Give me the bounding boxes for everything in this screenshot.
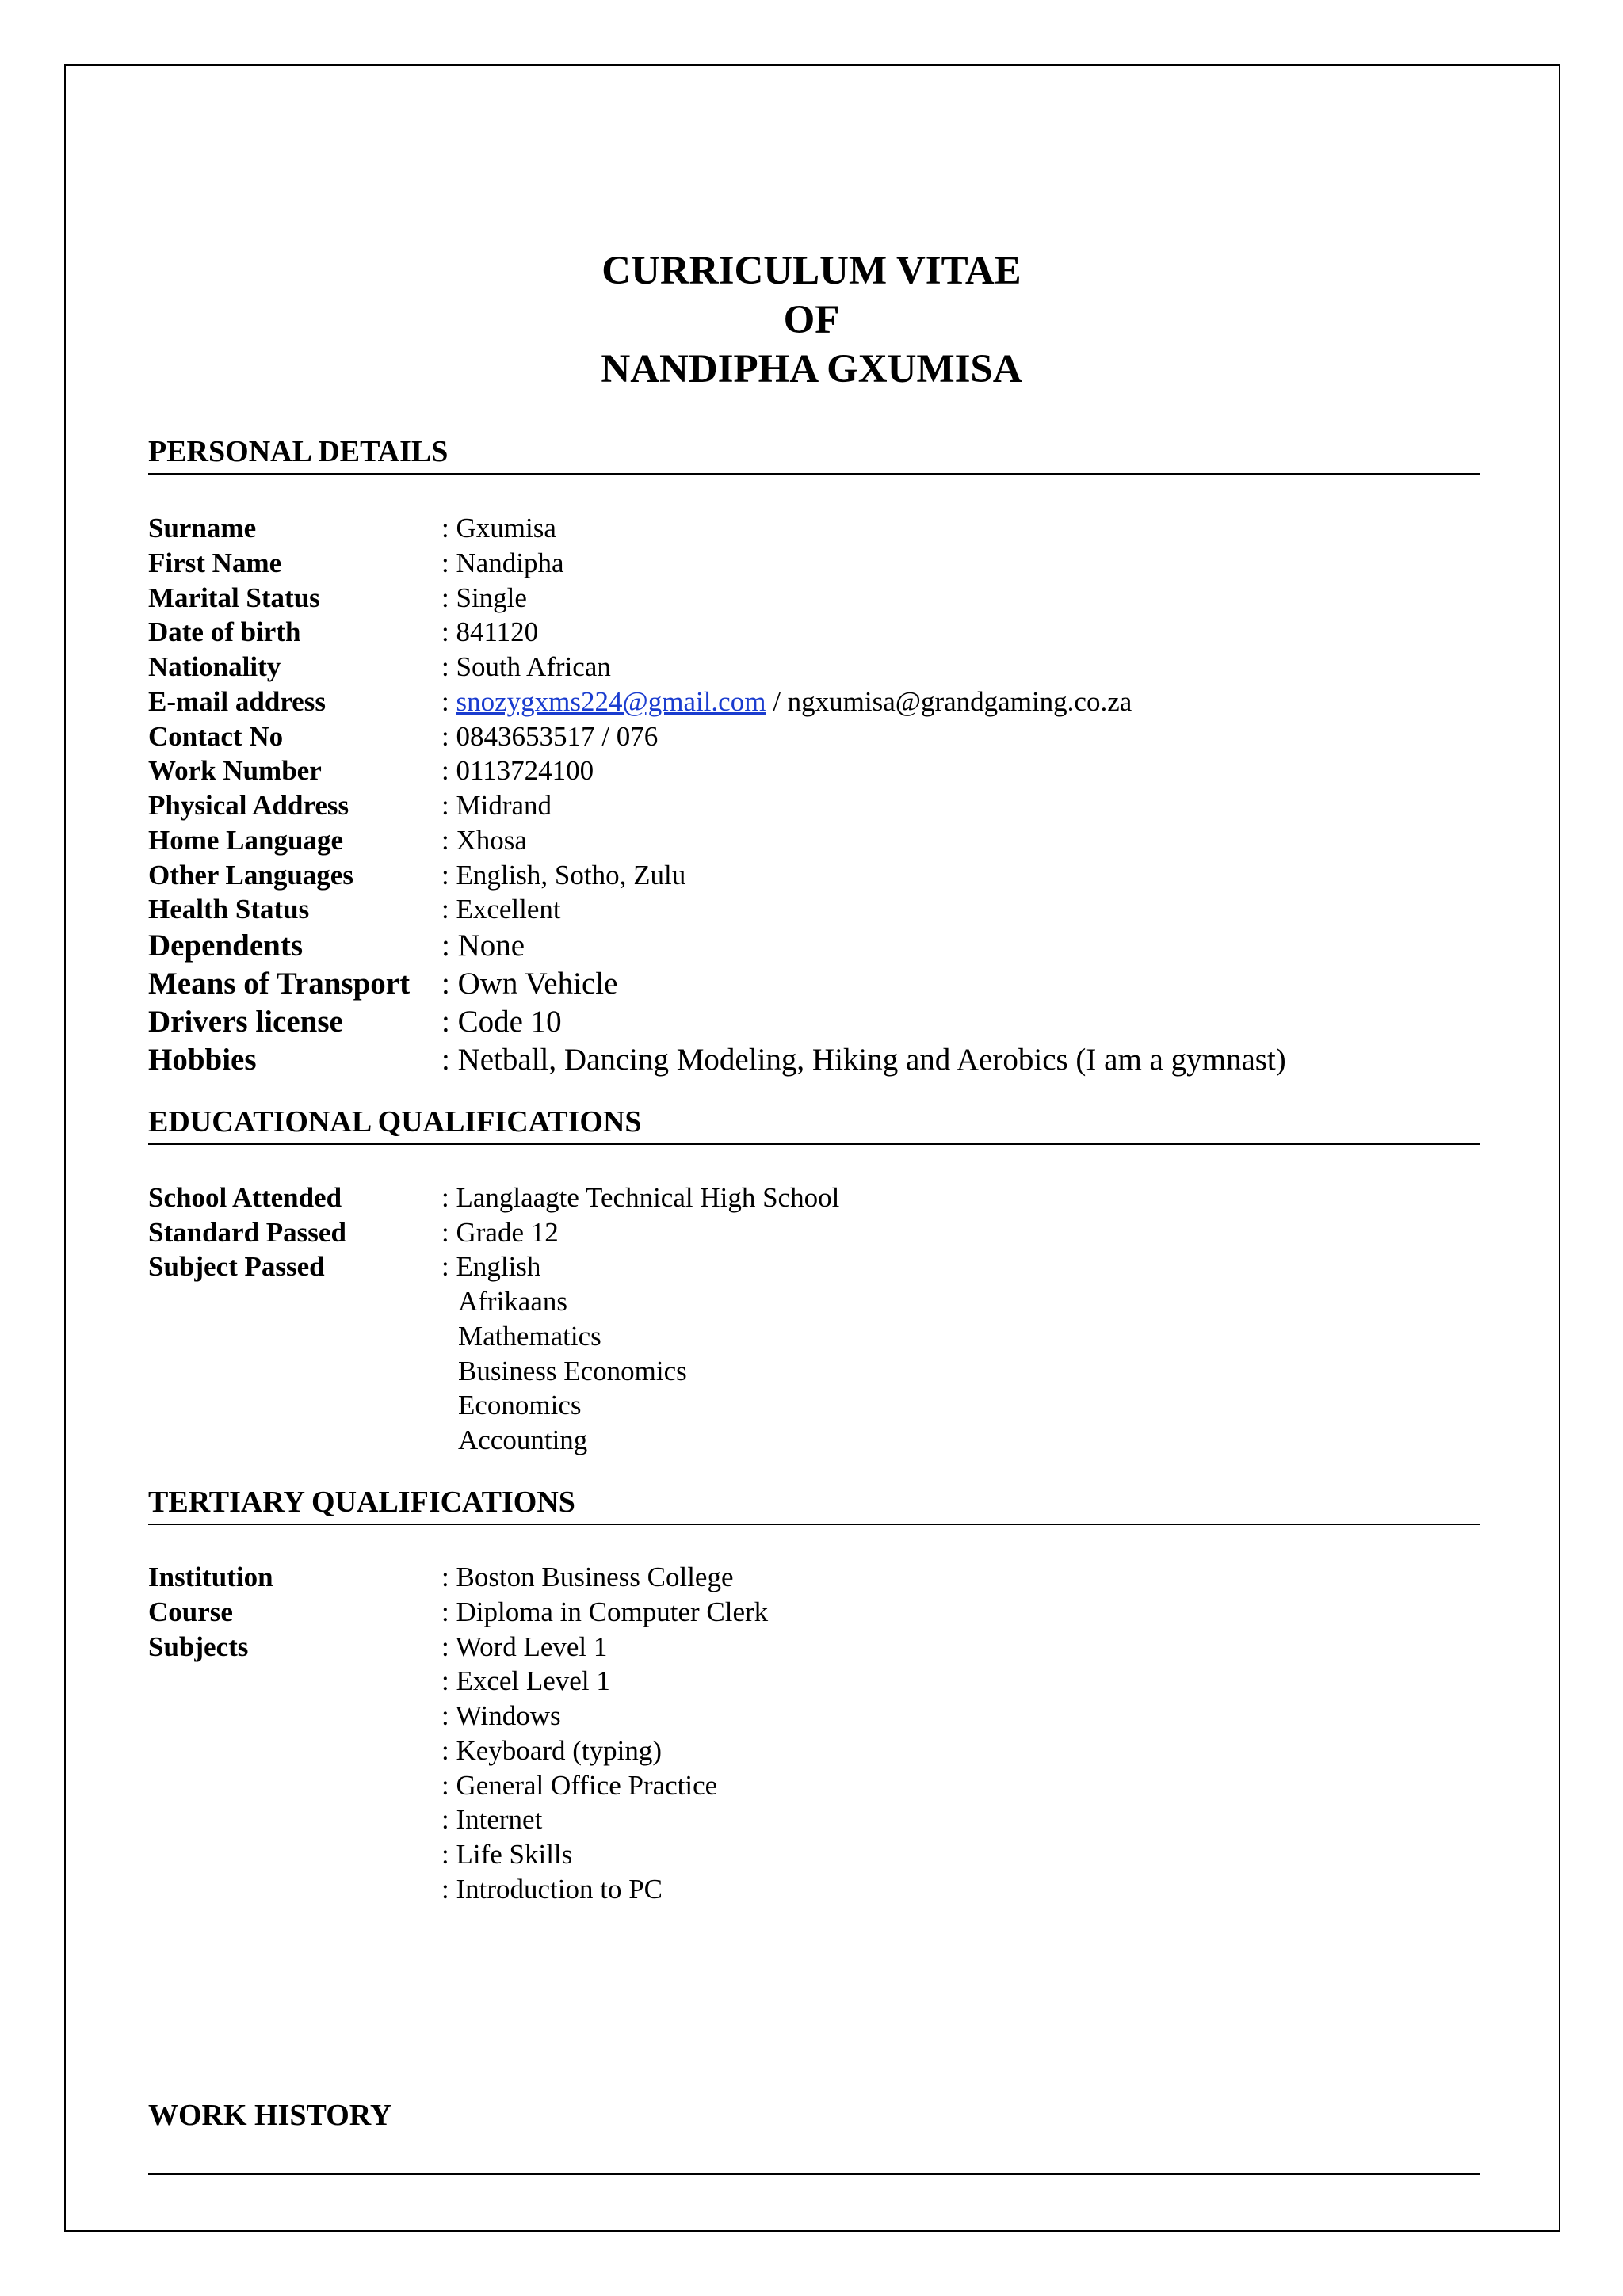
section-rule (148, 1524, 1480, 1525)
detail-label: Nationality (148, 651, 281, 682)
detail-value: : English, Sotho, Zulu (441, 860, 686, 891)
subject-value: : Windows (441, 1700, 561, 1731)
detail-row (148, 511, 1559, 546)
detail-value: : Langlaagte Technical High School (441, 1182, 840, 1213)
detail-value: : English (441, 1251, 541, 1282)
detail-label: School Attended (148, 1182, 342, 1213)
email-secondary: / ngxumisa@grandgaming.co.za (766, 686, 1132, 717)
detail-label: Subjects (148, 1631, 249, 1662)
detail-value: : South African (441, 651, 611, 682)
detail-label: Other Languages (148, 860, 353, 891)
detail-value: : Grade 12 (441, 1217, 559, 1248)
detail-row (148, 965, 1559, 1003)
subject-row (148, 1699, 1559, 1733)
subject-row (148, 1802, 1559, 1837)
detail-value: : Boston Business College (441, 1562, 734, 1592)
title-line-2: OF (783, 298, 840, 342)
subject-value: : Internet (441, 1804, 543, 1835)
detail-row (148, 1041, 1559, 1079)
detail-value: : Word Level 1 (441, 1631, 608, 1662)
subject-value: : General Office Practice (441, 1770, 718, 1801)
detail-label: Date of birth (148, 616, 301, 647)
detail-row (148, 927, 1559, 965)
subject-value: Economics (458, 1390, 582, 1421)
detail-row (148, 1560, 1559, 1595)
section-heading-education: EDUCATIONAL QUALIFICATIONS (148, 1105, 642, 1138)
detail-value: : 841120 (441, 616, 539, 647)
subject-row (148, 1284, 1559, 1319)
detail-row (148, 753, 1559, 788)
detail-value: : Gxumisa (441, 513, 556, 543)
detail-label: Health Status (148, 894, 310, 925)
detail-value: : Midrand (441, 790, 552, 821)
detail-label: Standard Passed (148, 1217, 346, 1248)
detail-row (148, 1215, 1559, 1250)
subject-value: : Keyboard (typing) (441, 1735, 662, 1766)
subject-value: Mathematics (458, 1321, 601, 1352)
detail-row (148, 546, 1559, 581)
subject-row (148, 1388, 1559, 1423)
title-line-3: NANDIPHA GXUMISA (601, 347, 1022, 391)
detail-row (148, 1003, 1559, 1041)
subject-value: : Excel Level 1 (441, 1665, 610, 1696)
detail-row (148, 581, 1559, 616)
email-link[interactable]: snozygxms224@gmail.com (456, 686, 766, 717)
detail-row (148, 1180, 1559, 1215)
detail-value: : Own Vehicle (441, 967, 618, 1001)
detail-value: : Netball, Dancing Modeling, Hiking and Aerobics (I am a gymnast) (441, 1043, 1286, 1077)
detail-row (148, 858, 1559, 893)
subject-value: : Introduction to PC (441, 1874, 663, 1905)
subject-value: Accounting (458, 1425, 588, 1455)
detail-row (148, 650, 1559, 685)
detail-label: First Name (148, 547, 282, 578)
detail-label: Physical Address (148, 790, 349, 821)
detail-value: : 0843653517 / 076 (441, 721, 659, 752)
detail-label: Work Number (148, 755, 322, 786)
subject-row (148, 1319, 1559, 1354)
detail-row (148, 719, 1559, 754)
detail-value: : Code 10 (441, 1005, 562, 1039)
detail-label: Marital Status (148, 582, 320, 613)
section-rule (148, 1143, 1480, 1145)
detail-label: Contact No (148, 721, 284, 752)
detail-value: : Diploma in Computer Clerk (441, 1596, 769, 1627)
subject-row (148, 1872, 1559, 1907)
detail-value (441, 685, 1132, 719)
subject-row (148, 1664, 1559, 1699)
section-heading-personal: PERSONAL DETAILS (148, 435, 449, 468)
detail-label: Hobbies (148, 1043, 257, 1077)
detail-row (148, 823, 1559, 858)
detail-label: E-mail address (148, 686, 326, 717)
detail-label: Means of Transport (148, 967, 411, 1001)
subject-value: Business Economics (458, 1356, 687, 1386)
detail-value: : None (441, 929, 525, 963)
title-line-1: CURRICULUM VITAE (601, 249, 1022, 293)
section-heading-work: WORK HISTORY (148, 2099, 392, 2132)
detail-row (148, 1249, 1559, 1284)
detail-label: Dependents (148, 929, 304, 963)
subject-row (148, 1768, 1559, 1803)
detail-value: : Xhosa (441, 825, 527, 856)
detail-label: Surname (148, 513, 257, 543)
detail-label: Drivers license (148, 1005, 343, 1039)
detail-value: : 0113724100 (441, 755, 594, 786)
detail-label: Institution (148, 1562, 273, 1592)
subject-row (148, 1423, 1559, 1458)
detail-label: Subject Passed (148, 1251, 325, 1282)
detail-row-email (148, 685, 1559, 719)
subject-value: Afrikaans (458, 1286, 568, 1317)
detail-value: : Single (441, 582, 527, 613)
detail-row (148, 615, 1559, 650)
detail-value: : Nandipha (441, 547, 564, 578)
detail-label: Course (148, 1596, 233, 1627)
section-rule (148, 473, 1480, 475)
subject-row (148, 1733, 1559, 1768)
subject-value: : Life Skills (441, 1839, 573, 1870)
section-heading-tertiary: TERTIARY QUALIFICATIONS (148, 1486, 575, 1519)
detail-row (148, 892, 1559, 927)
email-prefix: : (441, 686, 456, 717)
detail-row (148, 788, 1559, 823)
detail-row (148, 1595, 1559, 1630)
detail-value: : Excellent (441, 894, 561, 925)
detail-row (148, 1630, 1559, 1665)
subject-row (148, 1354, 1559, 1389)
section-rule (148, 2173, 1480, 2175)
detail-label: Home Language (148, 825, 343, 856)
subject-row (148, 1837, 1559, 1872)
